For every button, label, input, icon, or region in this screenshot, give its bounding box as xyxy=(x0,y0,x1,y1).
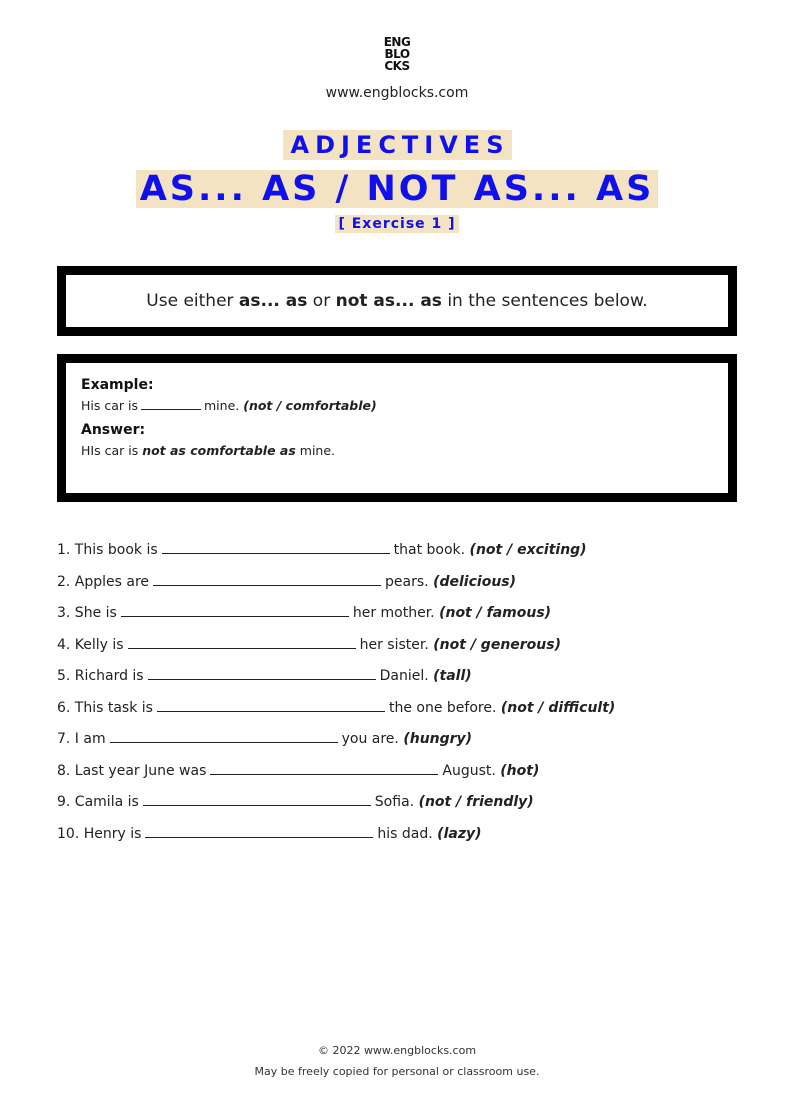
topic-title: AS... AS / NOT AS... AS xyxy=(136,170,659,208)
question-hint: (not / difficult) xyxy=(500,699,616,716)
answer-blank[interactable] xyxy=(157,697,385,712)
exercise-label: [ Exercise 1 ] xyxy=(335,215,458,233)
example-sentence-start: His car is xyxy=(81,398,138,413)
question-suffix: August. xyxy=(442,762,496,779)
question-suffix: that book. xyxy=(393,542,466,558)
instructions-pre: Use either xyxy=(146,291,239,311)
question-item xyxy=(57,759,757,791)
question-item xyxy=(57,696,757,728)
answer-blank[interactable] xyxy=(143,791,371,806)
question-hint: (delicious) xyxy=(433,573,517,590)
category-title: ADJECTIVES xyxy=(283,130,512,160)
answer-bold: not as comfortable as xyxy=(142,443,296,458)
question-item xyxy=(57,538,757,570)
instructions-mid: or xyxy=(307,291,336,311)
question-suffix: his dad. xyxy=(377,825,433,842)
answer-blank[interactable] xyxy=(110,728,338,743)
logo-line-1: ENG xyxy=(383,35,411,49)
question-suffix: you are. xyxy=(341,731,399,747)
title-block xyxy=(0,130,794,233)
answer-blank[interactable] xyxy=(162,539,390,554)
logo-line-3: CKS xyxy=(384,59,410,73)
question-prefix: 8. Last year June was xyxy=(57,762,207,779)
answer-end: mine. xyxy=(295,443,336,458)
answer-blank[interactable] xyxy=(148,665,376,680)
example-blank xyxy=(141,408,201,410)
question-suffix: her sister. xyxy=(359,636,429,653)
question-item xyxy=(57,601,757,633)
example-sentence-end: mine. xyxy=(204,398,240,413)
question-suffix: the one before. xyxy=(388,699,497,716)
question-hint: (not / generous) xyxy=(433,636,562,653)
answer-blank[interactable] xyxy=(121,602,349,617)
question-item xyxy=(57,570,757,602)
example-box xyxy=(57,354,737,502)
question-hint: (not / famous) xyxy=(439,605,552,621)
question-suffix: Daniel. xyxy=(379,668,429,684)
question-prefix: 4. Kelly is xyxy=(57,636,124,653)
question-prefix: 1. This book is xyxy=(57,542,158,558)
example-label: Example: xyxy=(81,377,154,393)
question-prefix: 6. This task is xyxy=(57,699,153,716)
example-hint: (not / comfortable) xyxy=(243,398,377,413)
answer-blank[interactable] xyxy=(128,634,356,649)
question-item xyxy=(57,664,757,696)
answer-label: Answer: xyxy=(81,422,146,438)
question-hint: (not / friendly) xyxy=(418,794,534,810)
instructions-box xyxy=(57,266,737,336)
question-item xyxy=(57,790,757,822)
footer-license: May be freely copied for personal or classroom use. xyxy=(254,1065,540,1078)
question-list xyxy=(57,538,757,853)
example-sentence xyxy=(81,398,713,413)
question-item xyxy=(57,633,757,665)
question-hint: (hot) xyxy=(500,762,540,779)
answer-blank[interactable] xyxy=(210,760,438,775)
question-suffix: Sofia. xyxy=(374,794,415,810)
question-hint: (hungry) xyxy=(403,731,473,747)
question-prefix: 5. Richard is xyxy=(57,668,144,684)
site-url: www.engblocks.com xyxy=(325,85,469,101)
question-prefix: 10. Henry is xyxy=(57,825,142,842)
answer-blank[interactable] xyxy=(145,823,373,838)
answer-sentence xyxy=(81,443,713,458)
question-item xyxy=(57,822,757,854)
answer-start: HIs car is xyxy=(81,443,143,458)
question-hint: (not / exciting) xyxy=(469,542,587,558)
question-prefix: 2. Apples are xyxy=(57,573,150,590)
logo-line-2: BLO xyxy=(384,47,410,61)
question-hint: (tall) xyxy=(433,668,472,684)
answer-blank[interactable] xyxy=(153,571,381,586)
instructions-post: in the sentences below. xyxy=(441,291,648,311)
instructions-bold-2: not as... as xyxy=(335,291,442,311)
question-hint: (lazy) xyxy=(437,825,482,842)
question-prefix: 7. I am xyxy=(57,731,106,747)
instructions-text xyxy=(146,291,647,311)
question-prefix: 3. She is xyxy=(57,605,117,621)
engblocks-logo xyxy=(0,36,794,74)
question-suffix: her mother. xyxy=(352,605,435,621)
question-prefix: 9. Camila is xyxy=(57,794,139,810)
question-suffix: pears. xyxy=(385,573,429,590)
footer-copyright: © 2022 www.engblocks.com xyxy=(317,1044,477,1057)
instructions-bold-1: as... as xyxy=(238,291,308,311)
question-item xyxy=(57,727,757,759)
